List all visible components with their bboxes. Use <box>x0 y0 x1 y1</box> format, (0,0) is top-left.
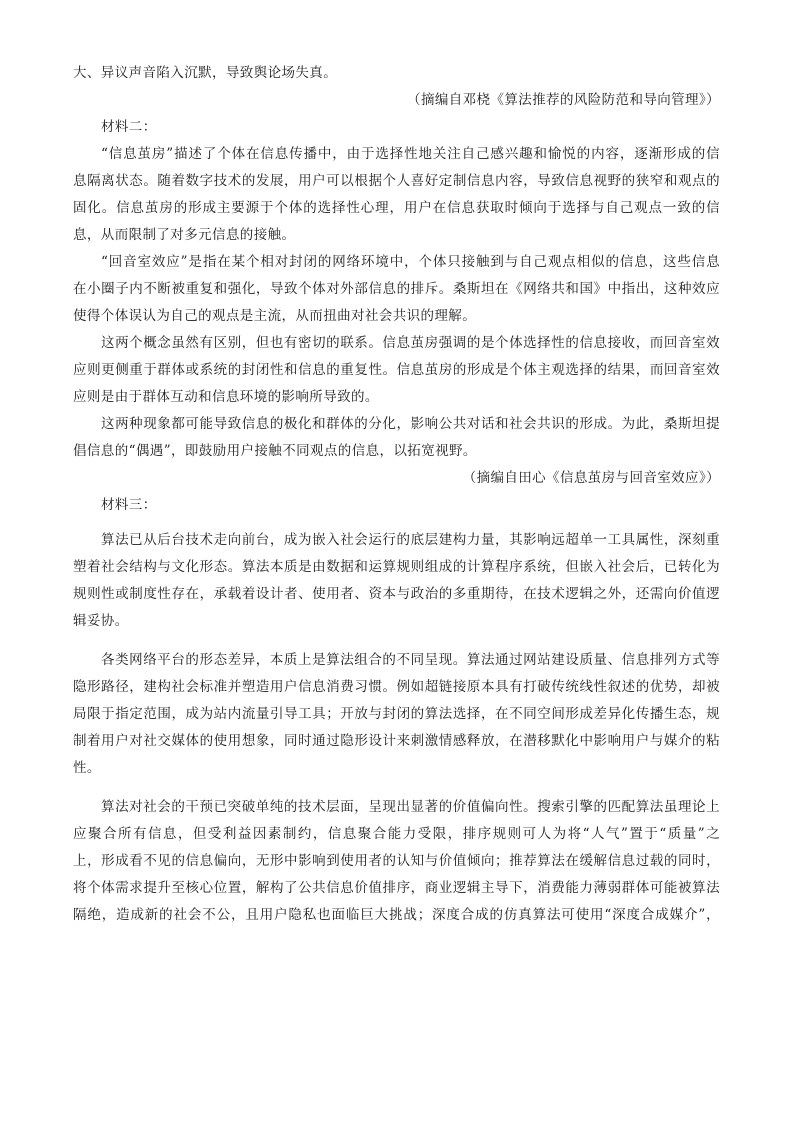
paragraph <box>73 411 720 465</box>
material1-tail <box>73 60 720 114</box>
section-heading: 材料二： <box>101 119 157 135</box>
text-line: 应则更侧重于群体或系统的封闭性和信息的重复性。信息茧房的形成是个体主观选择的结果，而回音室效 <box>73 362 720 378</box>
text-line: 在小圈子内不断被重复和强化，导致个体对外部信息的排斥。桑斯坦在《网络共和国》中指出，这种效应 <box>73 281 720 297</box>
paragraph <box>73 647 720 782</box>
paragraph <box>73 141 720 249</box>
text-line: 规则性或制度性存在，承载着设计者、使用者、资本与政治的多重期待，在技术逻辑之外，还需向价值逻 <box>73 586 720 602</box>
paragraph <box>73 249 720 330</box>
text-line: 制着用户对社交媒体的使用想象，同时通过隐形设计来刺激情感释放，在潜移默化中影响用户与媒介的粘 <box>73 733 720 749</box>
text-line: 算法对社会的干预已突破单纯的技术层面，呈现出显著的价值偏向性。搜索引擎的匹配算法虽理论上 <box>101 799 720 815</box>
text-line: 隐形路径，建构社会标准并塑造用户信息消费习惯。例如超链接原本具有打破传统线性叙述的优势，却被 <box>73 679 720 695</box>
text-line: 上，形成看不见的信息偏向，无形中影响到使用者的认知与价值倾向；推荐算法在缓解信息过载的同时， <box>73 853 720 869</box>
source-citation: （摘编自邓桡《算法推荐的风险防范和导向管理》） <box>407 92 720 108</box>
text-line: 倡信息的“偶遇”，即鼓励用户接触不同观点的信息，以拓宽视野。 <box>73 443 477 459</box>
material2-section <box>73 114 720 492</box>
text-line: 性。 <box>73 760 101 776</box>
text-line: 息，从而限制了对多元信息的接触。 <box>73 227 296 243</box>
text-line: “信息茧房”描述了个体在信息传播中，由于选择性地关注自己感兴趣和愉悦的内容，逐渐形成的信 <box>101 146 720 162</box>
text-line: 使得个体误认为自己的观点是主流，从而扭曲对社会共识的理解。 <box>73 308 477 324</box>
text-line: 这两种现象都可能导致信息的极化和群体的分化，影响公共对话和社会共识的形成。为此，桑斯坦提 <box>101 416 720 432</box>
text-line: 塑着社会结构与文化形态。算法本质是由数据和运算规则组成的计算程序系统，但嵌入社会后，已转化为 <box>73 559 720 575</box>
material3-section <box>73 492 720 929</box>
text-line: 应聚合所有信息，但受利益因素制约，信息聚合能力受限，排序规则可人为将“人气”置于“质量”之 <box>73 826 720 842</box>
source-citation: （摘编自田心《信息茧房与回音室效应》） <box>462 470 720 486</box>
paragraph <box>73 330 720 411</box>
text-line: 辑妥协。 <box>73 613 129 629</box>
text-line: 大、异议声音陷入沉默，导致舆论场失真。 <box>73 65 338 81</box>
paragraph <box>73 794 720 929</box>
text-line: 这两个概念虽然有区别，但也有密切的联系。信息茧房强调的是个体选择性的信息接收，而回音室效 <box>101 335 720 351</box>
section-heading: 材料三： <box>101 497 157 513</box>
text-line: 隔绝，造成新的社会不公，且用户隐私也面临巨大挑战；深度合成的仿真算法可使用“深度合成媒介”， <box>73 907 720 923</box>
text-line: 固化。信息茧房的形成主要源于个体的选择性心理，用户在信息获取时倾向于选择与自己观点一致的信 <box>73 200 720 216</box>
text-line: 各类网络平台的形态差异，本质上是算法组合的不同呈现。算法通过网站建设质量、信息排列方式等 <box>101 652 720 668</box>
text-line: 息隔离状态。随着数字技术的发展，用户可以根据个人喜好定制信息内容，导致信息视野的狭窄和观点的 <box>73 173 720 189</box>
text-line: 局限于指定范围，成为站内流量引导工具；开放与封闭的算法选择，在不同空间形成差异化传播生态，规 <box>73 706 720 722</box>
text-line: 应则是由于群体互动和信息环境的影响所导致的。 <box>73 389 379 405</box>
text-line: 算法已从后台技术走向前台，成为嵌入社会运行的底层建构力量，其影响远超单一工具属性，深刻重 <box>101 532 720 548</box>
text-line: 将个体需求提升至核心位置，解构了公共信息价值排序，商业逻辑主导下，消费能力薄弱群体可能被算法 <box>73 880 720 896</box>
text-line: “回音室效应”是指在某个相对封闭的网络环境中，个体只接触到与自己观点相似的信息，这些信息 <box>101 254 720 270</box>
paragraph <box>73 527 720 635</box>
